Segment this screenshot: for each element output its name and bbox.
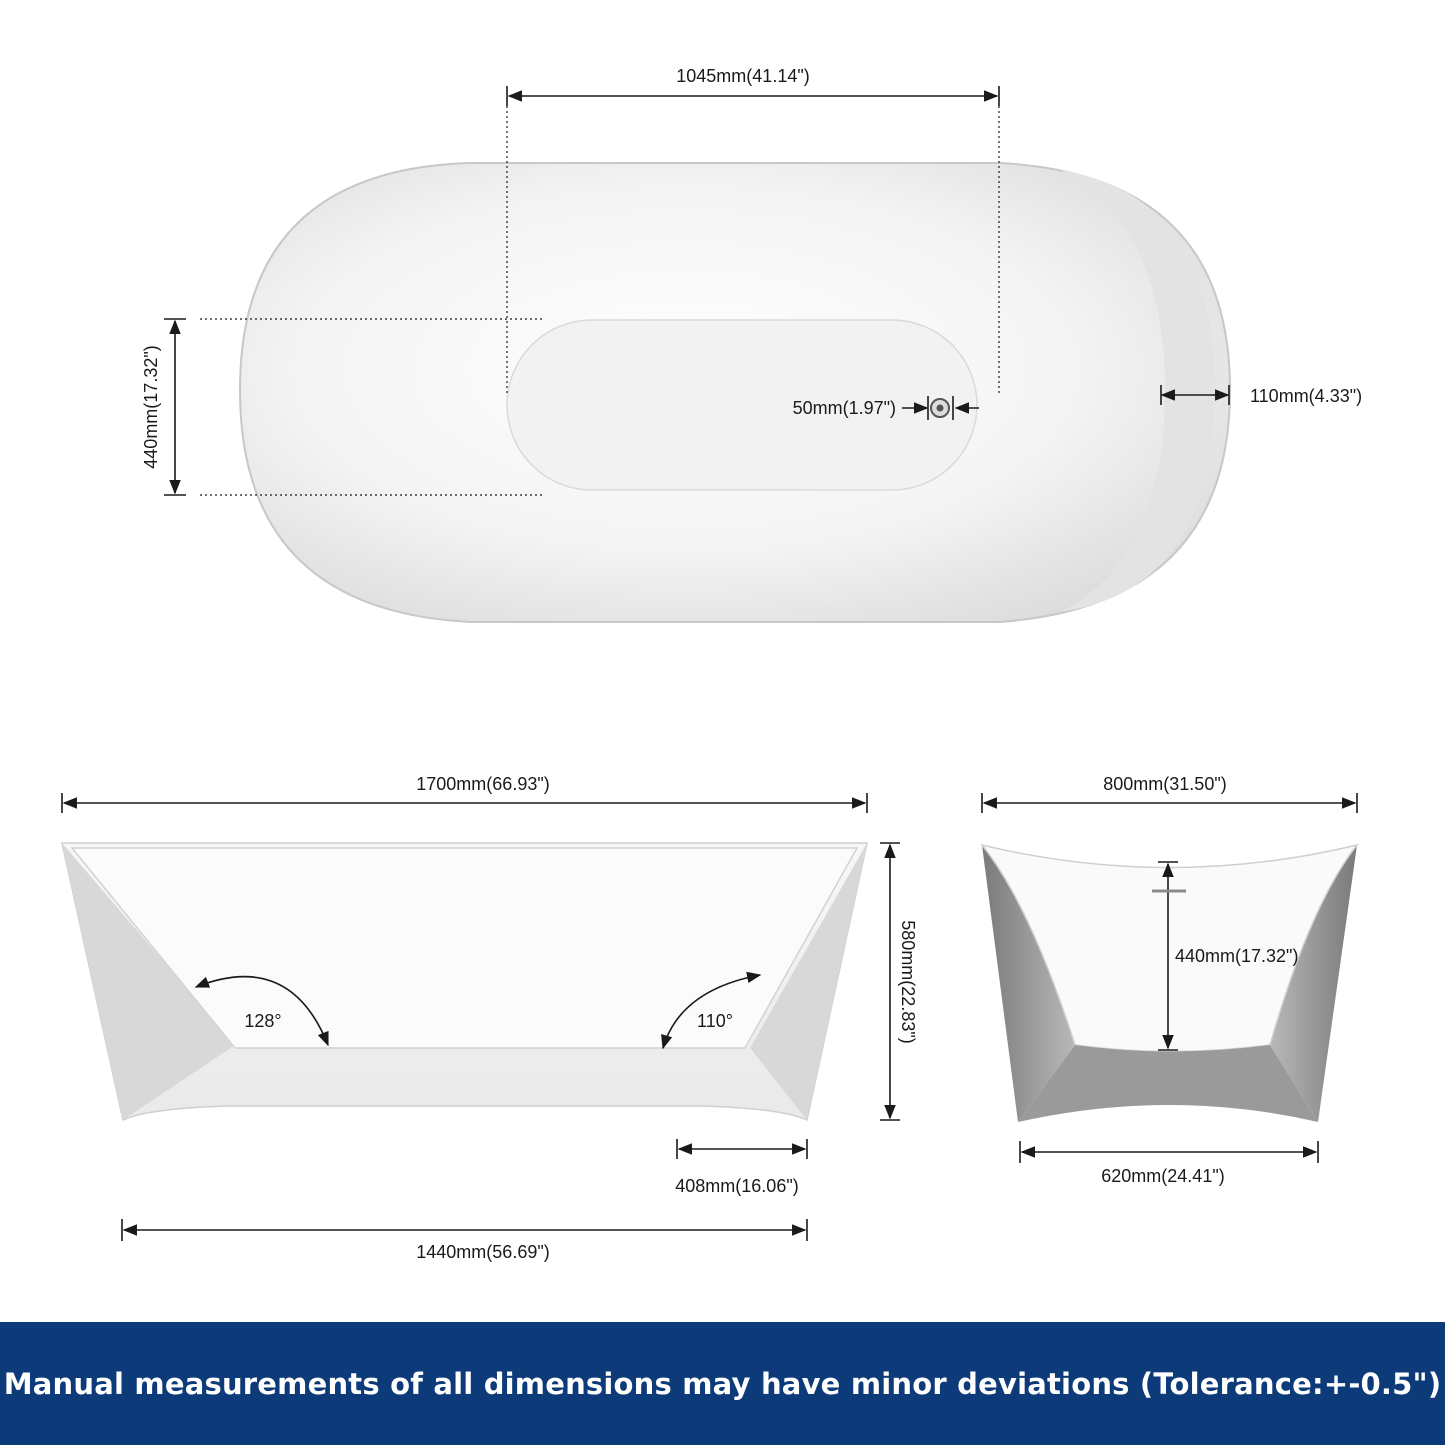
label-overall-width: 800mm(31.50"): [1103, 774, 1227, 794]
label-overall-length: 1700mm(66.93"): [416, 774, 550, 794]
side-view: [62, 774, 918, 1262]
label-rim: 110mm(4.33"): [1250, 386, 1363, 406]
top-view: [141, 66, 1362, 622]
label-drain-offset: 408mm(16.06"): [675, 1176, 799, 1196]
tolerance-note: Manual measurements of all dimensions may have minor deviations (Tolerance:+-0.5"): [3, 1366, 1442, 1401]
label-top-width: 1045mm(41.14"): [676, 66, 810, 86]
label-inner-depth: 440mm(17.32"): [1175, 946, 1299, 966]
label-drain: 50mm(1.97"): [792, 398, 896, 418]
label-top-depth: 440mm(17.32"): [141, 345, 161, 469]
label-base-length: 1440mm(56.69"): [416, 1242, 550, 1262]
drain-center: [937, 405, 944, 412]
tolerance-banner: [0, 1322, 1445, 1445]
label-angle-left: 128°: [244, 1011, 282, 1031]
label-height: 580mm(22.83"): [898, 920, 918, 1044]
label-base-width: 620mm(24.41"): [1101, 1166, 1225, 1186]
label-angle-right: 110°: [697, 1011, 733, 1031]
tub-basin-floor: [507, 320, 977, 490]
end-view: [982, 774, 1357, 1186]
